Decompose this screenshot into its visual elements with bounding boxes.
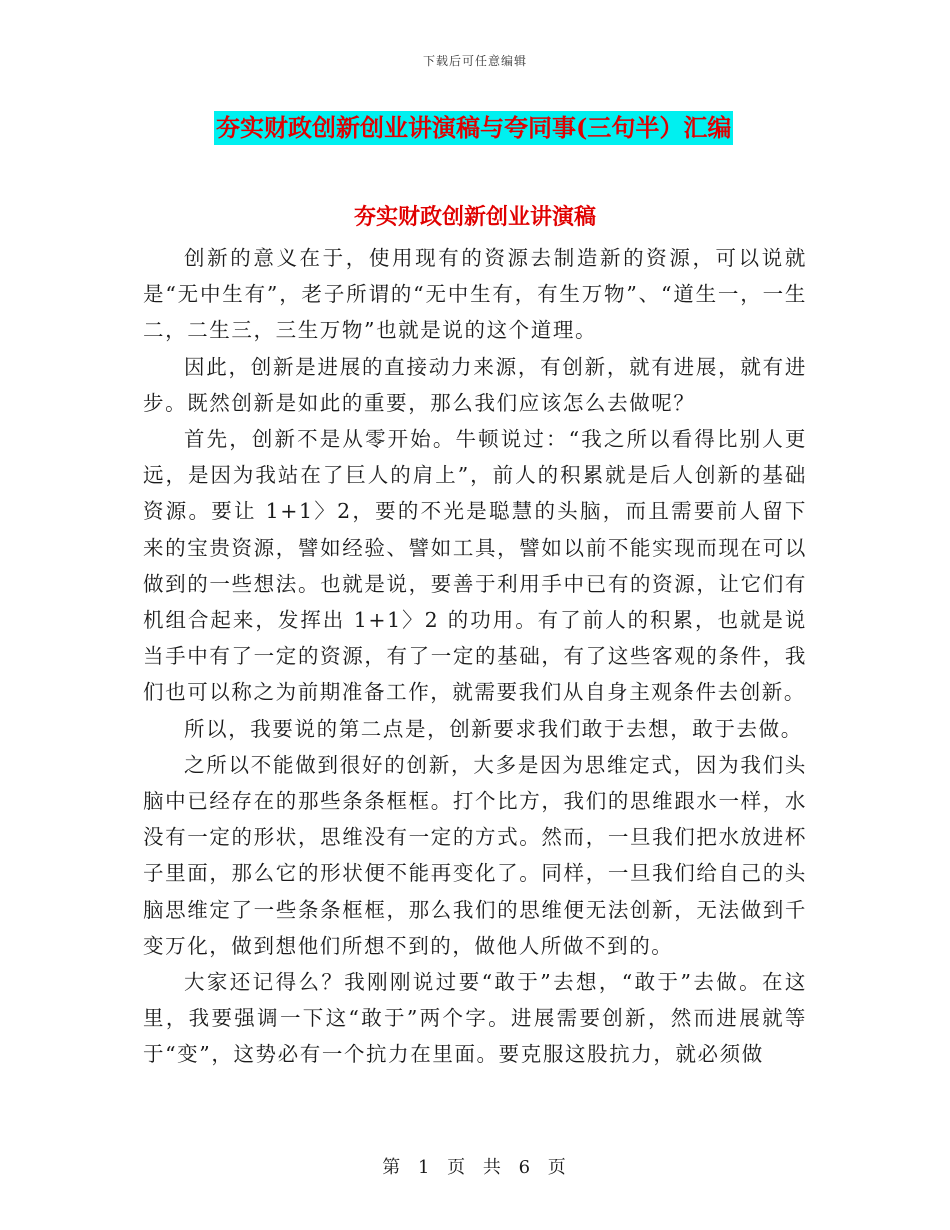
- paragraph: 之所以不能做到很好的创新，大多是因为思维定式，因为我们头脑中已经存在的那些条条框框。打个比方，我们的思维跟水一样，水没有一定的形状，思维没有一定的方式。然而，一旦我们把水放进杯子里面，那么它的形状便不能再变化了。同样，一旦我们给自己的头脑思维定了一些条条框框，那么我们的思维便无法创新，无法做到千变万化，做到想他们所想不到的，做他人所做不到的。: [143, 752, 807, 958]
- total-pages-number: 6: [518, 1157, 533, 1178]
- paragraph: 因此，创新是进展的直接动力来源，有创新，就有进展，就有进步。既然创新是如此的重要，那么我们应该怎么去做呢？: [143, 354, 807, 415]
- page-label-prefix: 第: [382, 1157, 403, 1178]
- page-label-mid2: 共: [482, 1157, 503, 1178]
- sub-title: 夯实财政创新创业讲演稿: [353, 204, 596, 230]
- page-label-suffix: 页: [547, 1157, 568, 1178]
- current-page-number: 1: [417, 1157, 432, 1178]
- header-note: 下载后可任意编辑: [422, 54, 527, 68]
- paragraph: 大家还记得么？我刚刚说过要“敢于”去想，“敢于”去做。在这里，我要强调一下这“敢于”两个字。进展需要创新，然而进展就等于“变”，这势必有一个抗力在里面。要克服这股抗力，就必须做: [143, 970, 807, 1067]
- page-footer: [0, 1153, 950, 1179]
- main-title-container: [214, 111, 784, 145]
- paragraph: 所以，我要说的第二点是，创新要求我们敢于去想，敢于去做。: [184, 716, 803, 741]
- page-label-mid1: 页: [447, 1157, 468, 1178]
- paragraph: 创新的意义在于，使用现有的资源去制造新的资源，可以说就是“无中生有”，老子所谓的“无中生有，有生万物”、“道生一，一生二，二生三，三生万物”也就是说的这个道理。: [143, 246, 807, 343]
- main-title: 夯实财政创新创业讲演稿与夸同事(三句半）汇编: [214, 111, 733, 145]
- paragraph: 首先，创新不是从零开始。牛顿说过：“我之所以看得比别人更远，是因为我站在了巨人的肩上”，前人的积累就是后人创新的基础资源。要让 1+1〉2，要的不光是聪慧的头脑，而且需要前人留下来的宝贵资源，譬如经验、譬如工具，譬如以前不能实现而现在可以做到的一些想法。也就是说，要善于利用手中已有的资源，让它们有机组合起来，发挥出 1+1〉2 的功用。有了前人的积累，也就是说当手中有了一定的资源，有了一定的基础，有了这些客观的条件，我们也可以称之为前期准备工作，就需要我们从自身主观条件去创新。: [143, 427, 807, 705]
- document-body: [143, 240, 807, 1073]
